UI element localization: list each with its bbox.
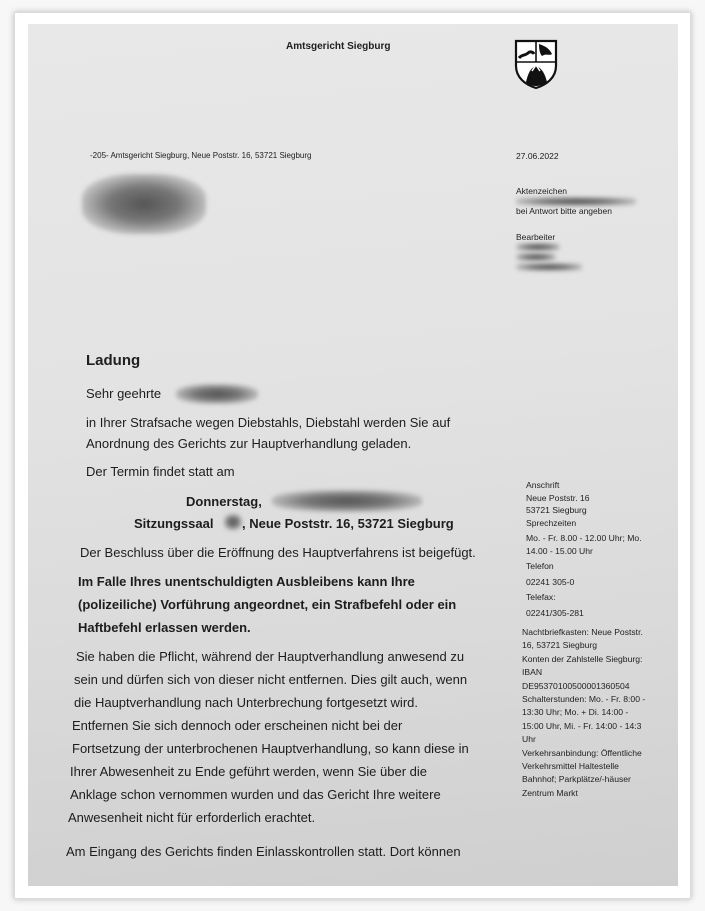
reference-label: Aktenzeichen	[516, 186, 568, 196]
contact-info-block	[526, 479, 642, 619]
contact-line: 53721 Siegburg	[526, 505, 587, 515]
appointment-day: Donnerstag,	[186, 494, 262, 509]
room-number-redacted	[224, 514, 242, 530]
contact-line: Neue Poststr. 16	[526, 492, 590, 503]
payment-line: Verkehrsanbindung: Öffentliche	[522, 747, 642, 758]
recipient-address-redacted	[82, 174, 206, 234]
reference-number-redacted	[516, 197, 636, 206]
appointment-address: , Neue Poststr. 16, 53721 Siegburg	[242, 516, 454, 531]
duty-line-8: Anwesenheit nicht für erforderlich erachtet.	[68, 810, 316, 825]
appointment-room-prefix: Sitzungssaal	[134, 516, 214, 531]
contact-line: Telefax:	[526, 592, 556, 602]
court-name: Amtsgericht Siegburg	[286, 41, 391, 52]
payment-line: Zentrum Markt	[522, 787, 578, 798]
clerk-phone-redacted	[516, 263, 582, 271]
payment-line: 16, 53721 Siegburg	[522, 640, 598, 651]
payment-line: Bahnhof; Parkplätze/-häuser	[522, 774, 631, 785]
contact-line: 02241 305-0	[526, 576, 575, 587]
warning-line-1: Im Falle Ihres unentschuldigten Ausbleibens kann Ihre	[78, 574, 415, 589]
contact-line: Sprechzeiten	[526, 517, 577, 528]
payment-line: Verkehrsmittel Haltestelle	[522, 761, 619, 772]
letter-page	[28, 24, 678, 886]
payment-line: Schalterstunden: Mo. - Fr. 8:00 -	[522, 694, 646, 705]
contact-line: 14.00 - 15.00 Uhr	[526, 545, 593, 556]
payment-line: Konten der Zahlstelle Siegburg:	[522, 653, 643, 664]
payment-line: Nachtbriefkasten: Neue Poststr.	[522, 627, 643, 637]
warning-line-3: Haftbefehl erlassen werden.	[78, 620, 251, 635]
payment-line: 13:30 Uhr; Mo. + Di. 14:00 -	[522, 707, 629, 718]
letter-date: 27.06.2022	[516, 151, 559, 161]
payment-line: IBAN	[522, 667, 543, 678]
payment-line: Uhr	[522, 734, 536, 745]
clerk-name-redacted	[516, 243, 560, 251]
duty-line-7: Anklage schon vernommen wurden und das Gericht Ihre weitere	[70, 787, 441, 802]
clerk-room-redacted	[516, 253, 556, 261]
decision-note: Der Beschluss über die Eröffnung des Hauptverfahrens ist beigefügt.	[80, 545, 476, 560]
appointment-intro: Der Termin findet statt am	[86, 464, 235, 479]
reference-note: bei Antwort bitte angeben	[516, 206, 612, 216]
entrance-control-line: Am Eingang des Gerichts finden Einlasskontrollen statt. Dort können	[66, 844, 461, 859]
contact-line: Mo. - Fr. 8.00 - 12.00 Uhr; Mo.	[526, 533, 642, 543]
duty-line-6: Ihrer Abwesenheit zu Ende geführt werden, wenn Sie über die	[70, 764, 428, 779]
payment-line: DE95370100500001360504	[522, 680, 630, 691]
duty-line-2: sein und dürfen sich von dieser nicht entfernen. Dies gilt auch, wenn	[74, 672, 468, 687]
contact-line: 02241/305-281	[526, 607, 584, 618]
recipient-name-redacted	[176, 384, 258, 404]
duty-line-3: die Hauptverhandlung nach Unterbrechung fortgesetzt wird.	[74, 695, 418, 710]
warning-line-2: (polizeiliche) Vorführung angeordnet, ein Strafbefehl oder ein	[78, 597, 457, 612]
clerk-label: Bearbeiter	[516, 232, 556, 242]
duty-line-1: Sie haben die Pflicht, während der Hauptverhandlung anwesend zu	[76, 649, 465, 664]
salutation: Sehr geehrte	[86, 386, 162, 401]
contact-line: Anschrift	[526, 480, 560, 490]
payment-info-block	[522, 626, 645, 800]
contact-line: Telefon	[526, 561, 554, 571]
payment-line: 15:00 Uhr, Mi. - Fr. 14:00 - 14:3	[522, 720, 642, 731]
sender-address-line: -205- Amtsgericht Siegburg, Neue Poststr. 16, 53721 Siegburg	[90, 151, 312, 160]
nrw-crest-icon	[512, 38, 560, 90]
duty-line-4: Entfernen Sie sich dennoch oder erscheinen nicht bei der	[72, 718, 403, 733]
appointment-date-redacted	[272, 490, 422, 512]
duty-line-5: Fortsetzung der unterbrochenen Hauptverhandlung, so kann diese in	[72, 741, 469, 756]
paragraph-1-line-2: Anordnung des Gerichts zur Hauptverhandlung geladen.	[86, 436, 412, 451]
letter-title: Ladung	[86, 352, 141, 369]
paragraph-1-line-1: in Ihrer Strafsache wegen Diebstahls, Diebstahl werden Sie auf	[86, 415, 451, 430]
